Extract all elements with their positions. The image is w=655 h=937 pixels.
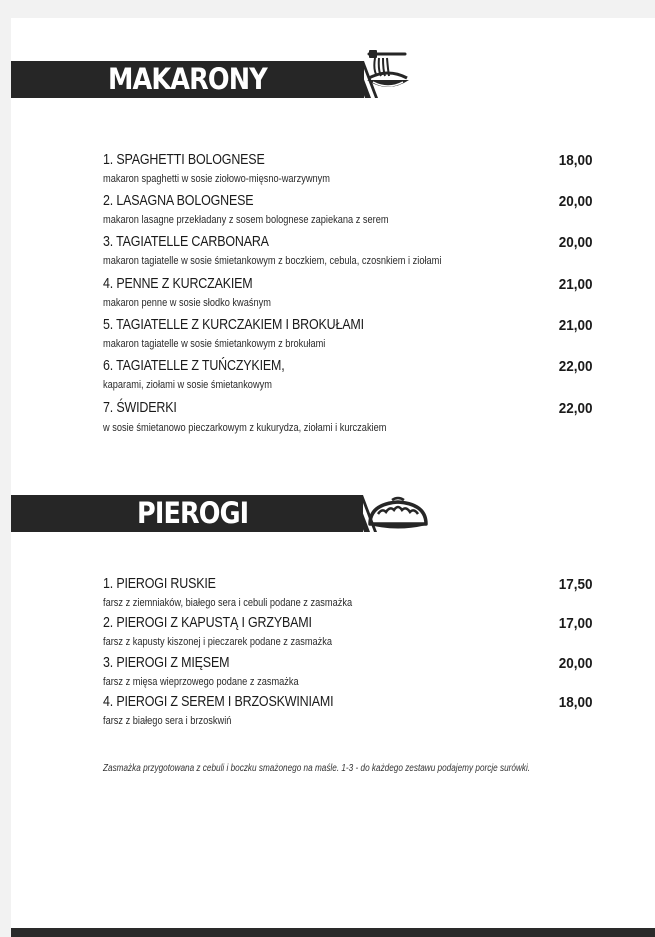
item-description: farsz z kapusty kiszonej i pieczarek podane z zasmażka <box>103 636 333 648</box>
item-description: farsz z ziemniaków, białego sera i cebuli podane z zasmażka <box>103 597 353 609</box>
item-description: makaron spaghetti w sosie ziołowo-mięsno-warzywnym <box>103 173 330 185</box>
dumpling-icon <box>366 496 430 530</box>
item-name: 3. TAGIATELLE CARBONARA <box>103 234 269 250</box>
item-price: 18,00 <box>559 694 593 711</box>
item-name: 6. TAGIATELLE Z TUŃCZYKIEM, <box>103 358 285 374</box>
pierogi-banner <box>11 495 363 532</box>
item-price: 20,00 <box>559 193 593 210</box>
menu-page <box>11 18 655 928</box>
item-description: makaron tagiatelle w sosie śmietankowym z brokułami <box>103 338 326 350</box>
item-name: 2. LASAGNA BOLOGNESE <box>103 193 254 209</box>
item-name: 5. TAGIATELLE Z KURCZAKIEM I BROKUŁAMI <box>103 317 364 333</box>
item-price: 21,00 <box>559 317 593 334</box>
item-price: 17,00 <box>559 615 593 632</box>
item-name: 2. PIEROGI Z KAPUSTĄ I GRZYBAMI <box>103 615 312 631</box>
bottom-bar <box>11 928 655 937</box>
item-name: 1. SPAGHETTI BOLOGNESE <box>103 152 265 168</box>
item-price: 22,00 <box>559 400 593 417</box>
section-title-makarony: MAKARONY <box>108 62 267 96</box>
item-price: 18,00 <box>559 152 593 169</box>
item-price: 17,50 <box>559 576 593 593</box>
item-description: makaron lasagne przekładany z sosem bolognese zapiekana z serem <box>103 214 389 226</box>
item-name: 1. PIEROGI RUSKIE <box>103 576 216 592</box>
makarony-banner <box>11 61 364 98</box>
item-name: 7. ŚWIDERKI <box>103 400 177 416</box>
item-description: w sosie śmietanowo pieczarkowym z kukurydza, ziołami i kurczakiem <box>103 422 387 434</box>
item-description: farsz z mięsa wieprzowego podane z zasmażka <box>103 676 299 688</box>
item-price: 20,00 <box>559 655 593 672</box>
item-description: makaron tagiatelle w sosie śmietankowym z boczkiem, cebula, czosnkiem i ziołami <box>103 255 442 267</box>
item-name: 4. PIEROGI Z SEREM I BRZOSKWINIAMI <box>103 694 334 710</box>
item-description: farsz z białego sera i brzoskwiń <box>103 715 232 727</box>
item-price: 21,00 <box>559 276 593 293</box>
item-name: 3. PIEROGI Z MIĘSEM <box>103 655 230 671</box>
section-title-pierogi: PIEROGI <box>137 496 249 530</box>
item-description: kaparami, ziołami w sosie śmietankowym <box>103 379 272 391</box>
spaghetti-fork-icon <box>363 48 413 98</box>
item-price: 20,00 <box>559 234 593 251</box>
footnote: Zasmażka przygotowana z cebuli i boczku smażonego na maśle. 1-3 - do każdego zestawu podajemy porcje surówki. <box>103 763 531 774</box>
item-description: makaron penne w sosie słodko kwaśnym <box>103 297 271 309</box>
item-price: 22,00 <box>559 358 593 375</box>
item-name: 4. PENNE Z KURCZAKIEM <box>103 276 253 292</box>
